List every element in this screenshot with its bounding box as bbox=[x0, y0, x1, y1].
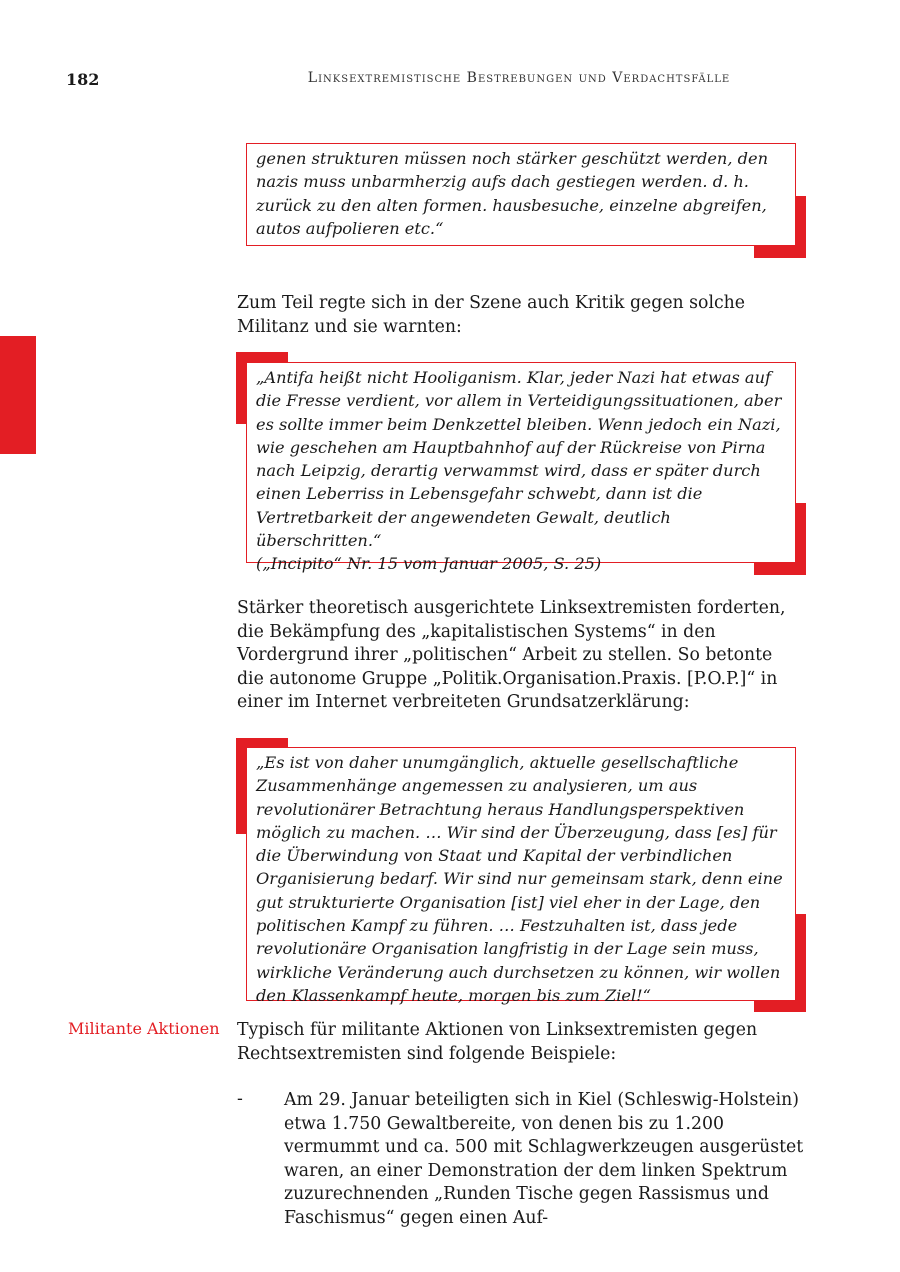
quote-box bbox=[246, 362, 796, 574]
paragraph: Stärker theoretisch ausgerichtete Linksextremisten forderten, die Bekämpfung des „kapitalistischen Systems“ in den Vordergrund ihrer „politischen“ Arbeit zu stellen. So betonte die autonome Gruppe „Politik.Organisation.Praxis. [P.O.P.]“ in einer im Internet verbreiteten Grundsatzerklärung: bbox=[237, 598, 786, 712]
quote-source: („Incipito“ Nr. 15 vom Januar 2005, S. 25) bbox=[256, 554, 602, 574]
quote-text bbox=[247, 363, 795, 581]
quote-text: genen strukturen müssen noch stärker geschützt werden, den nazis muss unbarmherzig aufs dach gestiegen werden. d. h. zurück zu den alten formen. hausbesuche, einzelne abgreifen, autos aufpolieren etc.“ bbox=[256, 149, 768, 238]
quote-text: „Es ist von daher unumgänglich, aktuelle gesellschaftliche Zusammenhänge angemessen zu analysieren, um aus revolutionärer Betrachtung heraus Handlungsperspektiven möglich zu machen. … Wir sind der Überzeugung, dass [es] für die Überwindung von Staat und Kapital der verbindlichen Organisierung bedarf. Wir sind nur gemeinsam stark, denn eine gut strukturierte Organisation [ist] viel eher in der Lage, den politischen Kampf zu führen. … Festzuhalten ist, dass jede revolutionäre Organisation langfristig in der Lage sein muss, wirkliche Veränderung auch durchsetzen zu können, wir wollen den Klassenkampf heute, morgen bis zum Ziel!“ bbox=[256, 753, 783, 1005]
quote-box bbox=[246, 143, 796, 246]
list-item: Am 29. Januar beteiligten sich in Kiel (Schleswig-Holstein) etwa 1.750 Gewaltbereite, von denen bis zu 1.200 vermummt und ca. 500 mit Schlagwerkzeugen ausgerüstet waren, an einer Demonstration der dem linken Spektrum zuzurechnenden „Runden Tische gegen Rassismus und Faschismus“ gegen einen Auf- bbox=[284, 1090, 804, 1228]
paragraph: Zum Teil regte sich in der Szene auch Kritik gegen solche Militanz und sie warnten: bbox=[237, 293, 746, 337]
quote-body: „Antifa heißt nicht Hooliganism. Klar, jeder Nazi hat etwas auf die Fresse verdient, vor allem in Verteidigungssituationen, aber es sollte immer beim Denkzettel bleiben. Wenn jedoch ein Nazi, wie geschehen am Hauptbahnhof auf der Rückreise von Pirna nach Leipzig, derartig verwammst wird, dass er später durch einen Leberriss in Lebensgefahr schwebt, dann ist die Vertretbarkeit der angewendeten Gewalt, deutlich überschritten.“ bbox=[256, 368, 782, 551]
quote-box bbox=[246, 747, 796, 1005]
margin-note: Militante Aktionen bbox=[68, 1019, 220, 1038]
running-header: Linksextremistische Bestrebungen und Verdachtsfälle bbox=[307, 70, 731, 86]
thumb-index-tab bbox=[0, 336, 36, 454]
page-number: 182 bbox=[66, 70, 100, 89]
paragraph: Typisch für militante Aktionen von Linksextremisten gegen Rechtsextremisten sind folgende Beispiele: bbox=[237, 1020, 758, 1064]
list-bullet: - bbox=[237, 1089, 243, 1109]
